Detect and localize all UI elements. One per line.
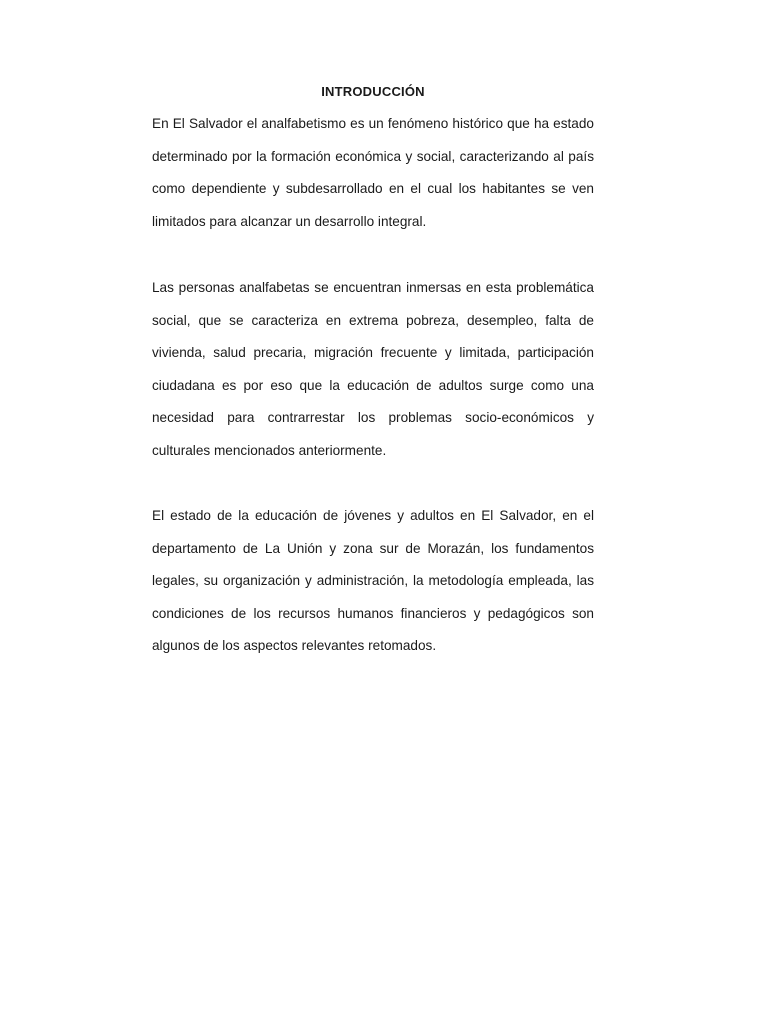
paragraph-2: Las personas analfabetas se encuentran inmersas en esta problemática social, que se caracteriza en extrema pobreza, desempleo, falta de vivienda, salud precaria, migración frecuente y limitada, participación ciudadana es por eso que la educación de adultos surge como una necesidad para contrarrestar los problemas socio-económicos y culturales mencionados anteriormente. bbox=[152, 280, 594, 458]
paragraph-3: El estado de la educación de jóvenes y adultos en El Salvador, en el departamento de La Unión y zona sur de Morazán, los fundamentos legales, su organización y administración, la metodología empleada, las condiciones de los recursos humanos financieros y pedagógicos son algunos de los aspectos relevantes retomados. bbox=[152, 508, 594, 654]
page-title: INTRODUCCIÓN bbox=[321, 84, 425, 99]
paragraph-1: En El Salvador el analfabetismo es un fenómeno histórico que ha estado determinado por la formación económica y social, caracterizando al país como dependiente y subdesarrollado en el cual los habitantes se ven limitados para alcanzar un desarrollo integral. bbox=[152, 116, 594, 229]
